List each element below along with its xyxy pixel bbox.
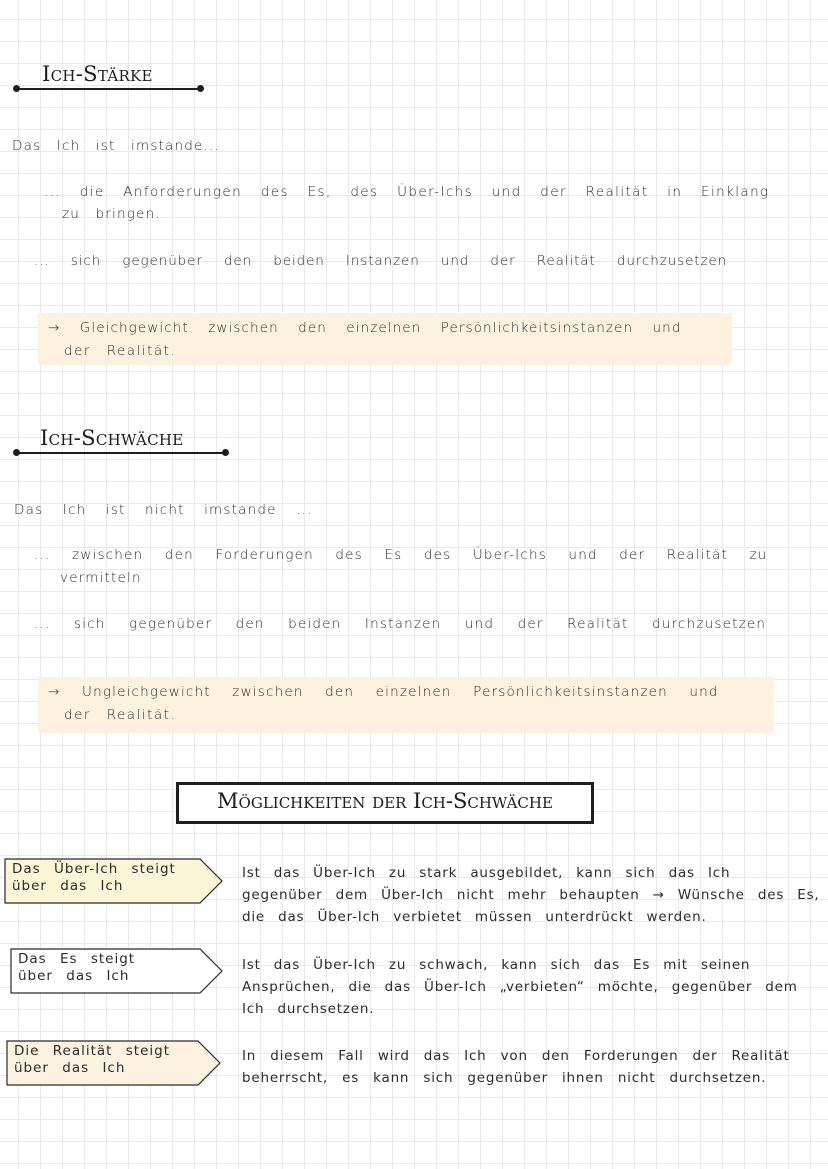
strength-point1-line1: ... die Anforderungen des Es, des Über-Ichs und der Realität in Einklang xyxy=(44,184,770,200)
weakness-conclusion-line2: der Realität. xyxy=(64,707,177,723)
heading-ich-staerke: Ich-Stärke xyxy=(42,62,153,86)
desc-line1: Ist das Über-Ich zu schwach, kann sich das Es mit seinen xyxy=(242,957,751,973)
tag-es xyxy=(10,948,224,994)
heading-moeglichkeiten: Möglichkeiten der Ich-Schwäche xyxy=(176,782,594,824)
desc-line2: gegenüber dem Über-Ich nicht mehr behaupten → Wünsche des Es, xyxy=(242,887,820,903)
tag-line1: Das Es steigt xyxy=(18,951,136,967)
desc-line2: beherrscht, es kann sich gegenüber ihnen nicht durchsetzen. xyxy=(242,1070,767,1086)
strength-conclusion-line1: → Gleichgewicht zwischen den einzelnen Persönlichkeitsinstanzen und xyxy=(48,320,682,336)
underline-dot-right xyxy=(222,449,229,456)
heading-underline xyxy=(17,452,227,454)
desc-realitaet xyxy=(242,1045,790,1089)
desc-line3: die das Über-Ich verbietet müssen unterdrückt werden. xyxy=(242,909,707,925)
underline-dot-left xyxy=(13,85,20,92)
weakness-point2: ... sich gegenüber den beiden Instanzen und der Realität durchzusetzen xyxy=(34,616,767,632)
tag-line1: Die Realität steigt xyxy=(14,1043,170,1059)
strength-intro: Das Ich ist imstande... xyxy=(12,138,221,154)
weakness-conclusion-line1: → Ungleichgewicht zwischen den einzelnen Persönlichkeitsinstanzen und xyxy=(48,684,719,700)
strength-point2: ... sich gegenüber den beiden Instanzen und der Realität durchzusetzen xyxy=(34,253,728,269)
desc-line2: Ansprüchen, die das Über-Ich „verbieten“ möchte, gegenüber dem xyxy=(242,979,798,995)
heading-underline xyxy=(17,88,201,90)
desc-es xyxy=(242,954,798,1020)
tag-line1: Das Über-Ich steigt xyxy=(12,861,176,877)
tag-line2: über das Ich xyxy=(12,878,124,894)
heading-ich-schwaeche: Ich-Schwäche xyxy=(40,426,184,450)
desc-line1: Ist das Über-Ich zu stark ausgebildet, kann sich das Ich xyxy=(242,865,731,881)
weakness-point1-line1: ... zwischen den Forderungen des Es des Über-Ichs und der Realität zu xyxy=(34,547,768,563)
weakness-intro: Das Ich ist nicht imstande ... xyxy=(14,502,313,518)
tag-realitaet xyxy=(6,1040,222,1086)
tag-ueber-ich xyxy=(4,858,224,904)
desc-line1: In diesem Fall wird das Ich von den Forderungen der Realität xyxy=(242,1048,790,1064)
underline-dot-right xyxy=(197,85,204,92)
tag-line2: über das Ich xyxy=(14,1060,126,1076)
underline-dot-left xyxy=(13,449,20,456)
strength-conclusion-line2: der Realität. xyxy=(64,343,177,359)
tag-line2: über das Ich xyxy=(18,968,130,984)
weakness-point1-line2: vermitteln xyxy=(60,570,142,586)
desc-ueber-ich xyxy=(242,862,820,928)
strength-point1-line2: zu bringen. xyxy=(62,206,161,222)
desc-line3: Ich durchsetzen. xyxy=(242,1001,375,1017)
